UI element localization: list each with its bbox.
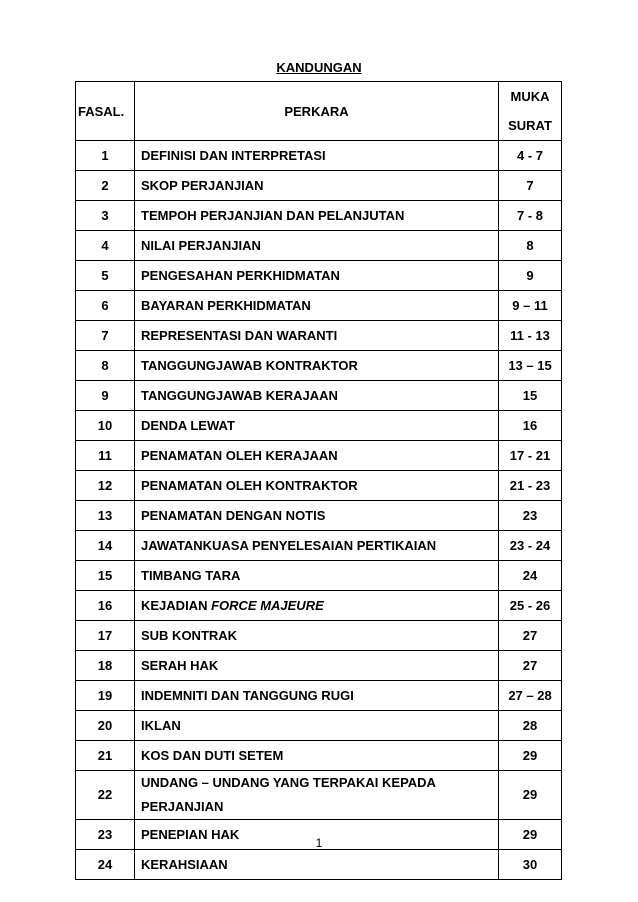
page-range: 8 <box>499 231 562 261</box>
page-range: 21 - 23 <box>499 471 562 501</box>
page-range: 27 <box>499 651 562 681</box>
clause-title-text: REPRESENTASI DAN WARANTI <box>141 328 338 343</box>
header-muka-surat <box>499 82 562 141</box>
clause-title <box>135 681 499 711</box>
clause-title-text: SKOP PERJANJIAN <box>141 178 264 193</box>
clause-title <box>135 411 499 441</box>
page-range: 17 - 21 <box>499 441 562 471</box>
table-row <box>76 201 562 231</box>
page-range: 13 – 15 <box>499 351 562 381</box>
clause-number: 14 <box>76 531 135 561</box>
clause-title <box>135 711 499 741</box>
clause-title-text: TANGGUNGJAWAB KONTRAKTOR <box>141 358 358 373</box>
clause-title-italic: FORCE MAJEURE <box>211 598 324 613</box>
table-row <box>76 321 562 351</box>
clause-title <box>135 501 499 531</box>
clause-title <box>135 850 499 880</box>
table-header-row <box>76 82 562 141</box>
clause-title <box>135 531 499 561</box>
clause-title-text: TANGGUNGJAWAB KERAJAAN <box>141 388 338 403</box>
clause-title-text: INDEMNITI DAN TANGGUNG RUGI <box>141 688 354 703</box>
clause-title-text: UNDANG – UNDANG YANG TERPAKAI KEPADA <box>141 775 436 790</box>
clause-number: 21 <box>76 741 135 771</box>
clause-title-text: SUB KONTRAK <box>141 628 238 643</box>
table-row <box>76 351 562 381</box>
table-row <box>76 171 562 201</box>
clause-title <box>135 381 499 411</box>
clause-number: 12 <box>76 471 135 501</box>
page-number: 1 <box>315 836 323 850</box>
clause-title <box>135 651 499 681</box>
header-perkara: PERKARA <box>135 82 499 141</box>
table-row <box>76 261 562 291</box>
clause-title <box>135 261 499 291</box>
clause-title-text: PENAMATAN DENGAN NOTIS <box>141 508 326 523</box>
clause-number: 16 <box>76 591 135 621</box>
clause-number: 4 <box>76 231 135 261</box>
clause-title-text: NILAI PERJANJIAN <box>141 238 261 253</box>
clause-number: 13 <box>76 501 135 531</box>
page-range: 11 - 13 <box>499 321 562 351</box>
clause-title-text: BAYARAN PERKHIDMATAN <box>141 298 311 313</box>
page-range: 7 - 8 <box>499 201 562 231</box>
page-range: 16 <box>499 411 562 441</box>
clause-number: 15 <box>76 561 135 591</box>
table-row <box>76 591 562 621</box>
page-range: 24 <box>499 561 562 591</box>
table-row <box>76 771 562 820</box>
clause-title <box>135 321 499 351</box>
table-row <box>76 681 562 711</box>
clause-title-text: SERAH HAK <box>141 658 219 673</box>
clause-title <box>135 771 499 820</box>
clause-title <box>135 591 499 621</box>
table-row <box>76 501 562 531</box>
clause-title-text: PENAMATAN OLEH KONTRAKTOR <box>141 478 358 493</box>
clause-title <box>135 621 499 651</box>
clause-title <box>135 231 499 261</box>
clause-title-text: KERAHSIAAN <box>141 857 228 872</box>
table-row <box>76 531 562 561</box>
table-row <box>76 711 562 741</box>
page-range: 23 - 24 <box>499 531 562 561</box>
table-row <box>76 441 562 471</box>
page-range: 30 <box>499 850 562 880</box>
clause-title <box>135 741 499 771</box>
clause-number: 18 <box>76 651 135 681</box>
page-range: 27 – 28 <box>499 681 562 711</box>
table-row <box>76 291 562 321</box>
clause-title-text: TEMPOH PERJANJIAN DAN PELANJUTAN <box>141 208 405 223</box>
table-row <box>76 381 562 411</box>
clause-title-text: KEJADIAN <box>141 598 212 613</box>
clause-title <box>135 141 499 171</box>
clause-number: 20 <box>76 711 135 741</box>
table-row <box>76 141 562 171</box>
clause-title-text: JAWATANKUASA PENYELESAIAN PERTIKAIAN <box>141 538 437 553</box>
page-range: 27 <box>499 621 562 651</box>
clause-number: 6 <box>76 291 135 321</box>
clause-number: 1 <box>76 141 135 171</box>
clause-title-text: DENDA LEWAT <box>141 418 235 433</box>
page-range: 4 - 7 <box>499 141 562 171</box>
clause-number: 2 <box>76 171 135 201</box>
page-range: 29 <box>499 820 562 850</box>
clause-title <box>135 441 499 471</box>
clause-number: 8 <box>76 351 135 381</box>
clause-number: 17 <box>76 621 135 651</box>
clause-number: 22 <box>76 771 135 820</box>
table-body <box>76 141 562 880</box>
clause-number: 3 <box>76 201 135 231</box>
page-range: 23 <box>499 501 562 531</box>
header-fasal: FASAL. <box>76 82 135 141</box>
clause-title <box>135 351 499 381</box>
clause-title-text: PENAMATAN OLEH KERAJAAN <box>141 448 338 463</box>
clause-number: 19 <box>76 681 135 711</box>
clause-title-line2: PERJANJIAN <box>141 799 224 814</box>
clause-title-text: PENEPIAN HAK <box>141 827 240 842</box>
clause-number: 10 <box>76 411 135 441</box>
page-range: 9 – 11 <box>499 291 562 321</box>
page-range: 29 <box>499 771 562 820</box>
clause-number: 5 <box>76 261 135 291</box>
clause-number: 24 <box>76 850 135 880</box>
page-range: 15 <box>499 381 562 411</box>
clause-number: 23 <box>76 820 135 850</box>
table-row <box>76 741 562 771</box>
clause-title-text: DEFINISI DAN INTERPRETASI <box>141 148 326 163</box>
page-range: 28 <box>499 711 562 741</box>
table-row <box>76 561 562 591</box>
clause-number: 11 <box>76 441 135 471</box>
clause-title-text: KOS DAN DUTI SETEM <box>141 748 284 763</box>
clause-title <box>135 561 499 591</box>
header-muka-line2: SURAT <box>508 118 552 133</box>
table-row <box>76 850 562 880</box>
table-row <box>76 651 562 681</box>
clause-number: 9 <box>76 381 135 411</box>
table-row <box>76 621 562 651</box>
page-range: 9 <box>499 261 562 291</box>
table-row <box>76 471 562 501</box>
clause-number: 7 <box>76 321 135 351</box>
document-title: KANDUNGAN <box>276 60 362 75</box>
clause-title <box>135 171 499 201</box>
table-row <box>76 231 562 261</box>
contents-table <box>75 81 562 880</box>
header-muka-line1: MUKA <box>510 89 550 104</box>
clause-title <box>135 201 499 231</box>
page-range: 7 <box>499 171 562 201</box>
clause-title-text: TIMBANG TARA <box>141 568 241 583</box>
clause-title-text: PENGESAHAN PERKHIDMATAN <box>141 268 340 283</box>
clause-title-text: IKLAN <box>141 718 181 733</box>
clause-title <box>135 291 499 321</box>
page-range: 25 - 26 <box>499 591 562 621</box>
table-row <box>76 411 562 441</box>
page-range: 29 <box>499 741 562 771</box>
clause-title <box>135 471 499 501</box>
